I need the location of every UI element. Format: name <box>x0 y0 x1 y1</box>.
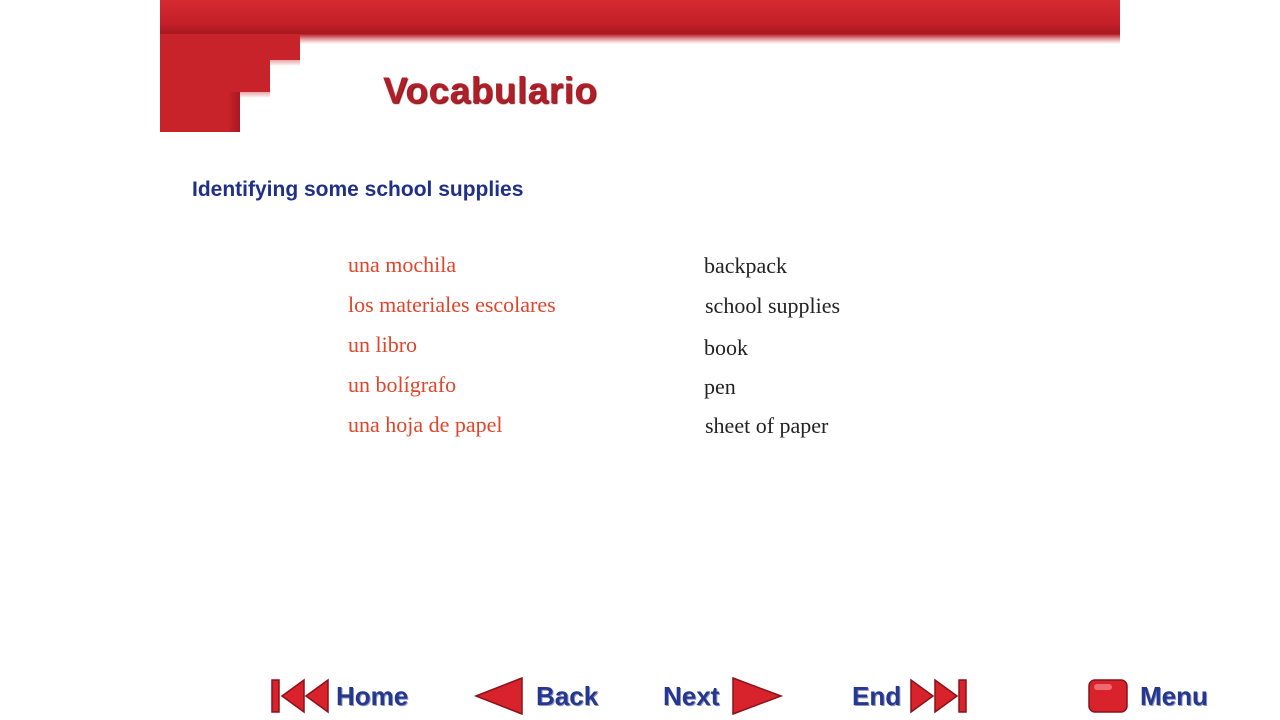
vocab-spanish: un libro <box>348 332 418 357</box>
menu-label: Menu <box>1140 680 1208 711</box>
next-arrow-icon <box>729 676 785 716</box>
page-title: Vocabulario <box>383 70 598 111</box>
menu-square-icon <box>1086 676 1132 716</box>
header-frame-step <box>160 60 270 92</box>
back-button[interactable] <box>472 674 598 718</box>
vocab-spanish: los materiales escolares <box>348 292 556 317</box>
next-label: Next <box>663 680 720 711</box>
end-label: End <box>852 680 902 711</box>
menu-button[interactable] <box>1086 674 1208 718</box>
home-icon <box>270 676 332 716</box>
next-button[interactable] <box>663 674 785 718</box>
vocab-spanish: una hoja de papel <box>348 412 503 437</box>
end-icon <box>907 676 969 716</box>
vocab-english: school supplies <box>705 293 841 318</box>
header-frame-step <box>160 34 300 60</box>
home-label: Home <box>336 680 409 711</box>
header-frame-step <box>160 92 240 132</box>
end-button[interactable] <box>852 674 969 718</box>
page-subtitle: Identifying some school supplies <box>192 178 524 201</box>
vocab-english: pen <box>704 374 736 399</box>
vocab-english: backpack <box>704 253 788 278</box>
header-frame <box>160 0 1120 34</box>
back-label: Back <box>536 680 599 711</box>
home-button[interactable] <box>270 674 408 718</box>
vocab-english: book <box>704 335 748 360</box>
header-frame-edge <box>240 92 270 98</box>
vocab-spanish: una mochila <box>348 252 457 277</box>
header-frame-edge <box>270 60 300 66</box>
vocab-english: sheet of paper <box>705 413 829 438</box>
header-frame-bevel <box>300 34 1120 44</box>
back-arrow-icon <box>472 676 528 716</box>
vocab-spanish: un bolígrafo <box>348 372 457 397</box>
